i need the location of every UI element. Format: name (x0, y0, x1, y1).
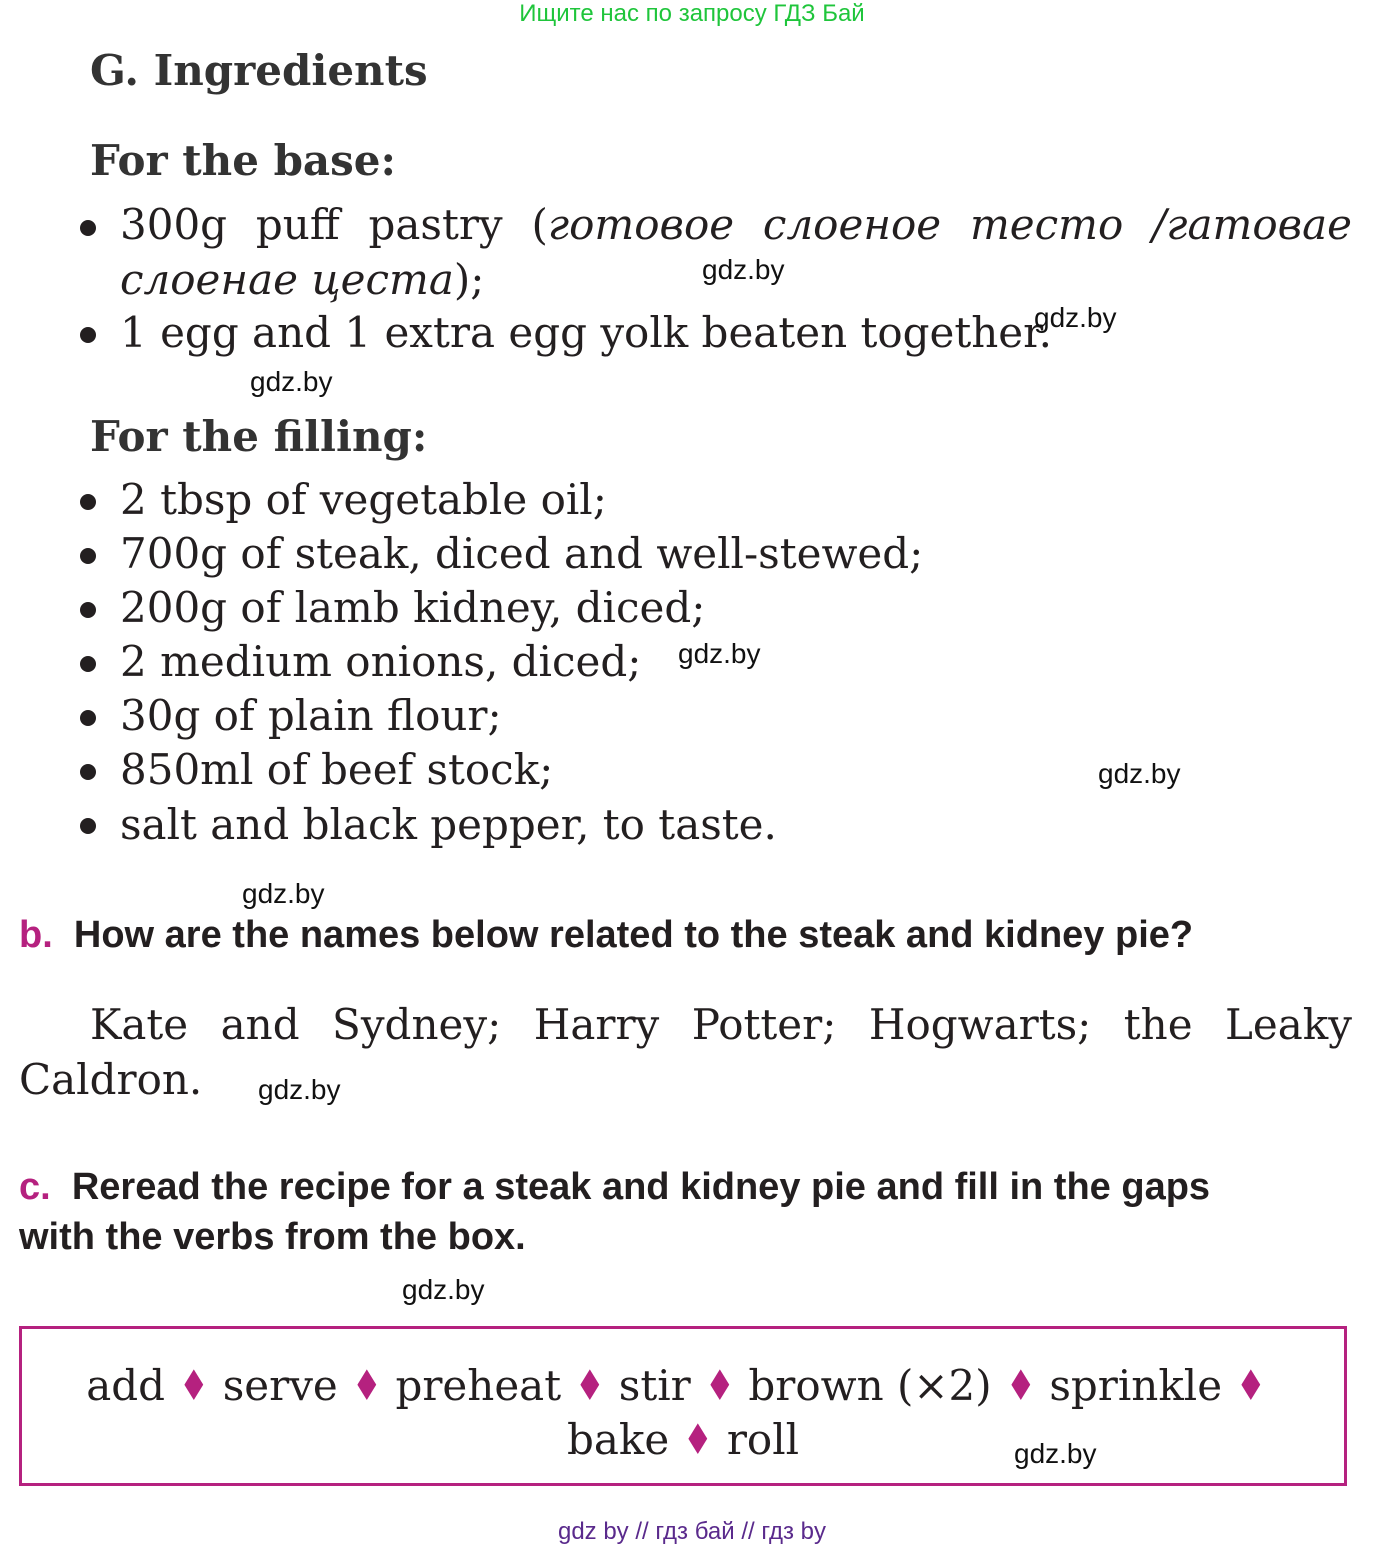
verb-box (19, 1326, 1347, 1486)
diamond-icon: ♦ (574, 1361, 605, 1410)
diamond-icon: ♦ (704, 1361, 735, 1410)
diamond-icon: ♦ (1005, 1361, 1036, 1410)
task-b-question: b. How are the names below related to the steak and kidney pie? (19, 914, 1194, 956)
watermark: gdz.by (250, 366, 333, 397)
filling-item: 700g of steak, diced and well-stewed; (120, 529, 924, 578)
watermark: gdz.by (702, 254, 785, 285)
filling-item: 30g of plain flour; (120, 691, 502, 740)
verb-bake: bake (566, 1415, 670, 1464)
bullet-icon (80, 602, 96, 618)
filling-item: 2 medium onions, diced; (120, 637, 642, 686)
base-item-1-line-2: слоенае цеста); (120, 255, 485, 304)
verb-roll: roll (726, 1415, 800, 1464)
filling-item: 850ml of beef stock; (120, 745, 554, 794)
filling-item: 200g of lamb kidney, diced; (120, 583, 706, 632)
watermark: gdz.by (678, 638, 761, 669)
footer: gdz by // гдз бай // гдз by (557, 1518, 827, 1545)
diamond-icon: ♦ (682, 1415, 714, 1464)
verb-box-row-1 (22, 1361, 1344, 1410)
verb-serve: serve (222, 1361, 338, 1410)
watermark: gdz.by (1014, 1438, 1097, 1469)
task-b-names-line-1: Kate and Sydney; Harry Potter; Hogwarts; the Leaky (90, 1000, 1352, 1049)
bullet-icon (80, 710, 96, 726)
watermark: gdz.by (1034, 302, 1117, 333)
bullet-icon (80, 220, 96, 236)
filling-item: 2 tbsp of vegetable oil; (120, 475, 607, 524)
bullet-icon (80, 327, 96, 343)
bullet-icon (80, 656, 96, 672)
verb-add: add (86, 1361, 166, 1410)
verb-box-row-2 (22, 1415, 1344, 1464)
task-c-instruction-line-2: with the verbs from the box. (19, 1216, 526, 1258)
bullet-icon (80, 764, 96, 780)
base-heading: For the base: (90, 136, 397, 185)
task-c-instruction-line-1: c. Reread the recipe for a steak and kidney pie and fill in the gaps (19, 1166, 1211, 1208)
base-item-2: 1 egg and 1 extra egg yolk beaten together. (120, 308, 1052, 357)
watermark: gdz.by (258, 1074, 341, 1105)
filling-heading: For the filling: (90, 412, 428, 461)
watermark: gdz.by (242, 878, 325, 909)
verb-brown: brown (×2) (748, 1361, 992, 1410)
diamond-icon: ♦ (1235, 1361, 1266, 1410)
bullet-icon (80, 818, 96, 834)
section-title: G. Ingredients (90, 46, 428, 95)
bullet-icon (80, 548, 96, 564)
task-b-names-line-2: Caldron. (19, 1055, 203, 1104)
verb-sprinkle: sprinkle (1049, 1361, 1223, 1410)
base-item-1-line-1: 300g puff pastry (готовое слоеное тесто /гатовае (120, 200, 1352, 249)
verb-preheat: preheat (395, 1361, 562, 1410)
diamond-icon: ♦ (351, 1361, 382, 1410)
diamond-icon: ♦ (178, 1361, 209, 1410)
verb-stir: stir (618, 1361, 691, 1410)
filling-item: salt and black pepper, to taste. (120, 800, 777, 849)
watermark: gdz.by (402, 1274, 485, 1305)
top-banner: Ищите нас по запросу ГДЗ Бай (519, 0, 865, 27)
bullet-icon (80, 494, 96, 510)
watermark: gdz.by (1098, 758, 1181, 789)
task-c-letter: c. (19, 1166, 51, 1208)
task-b-letter: b. (19, 914, 53, 956)
